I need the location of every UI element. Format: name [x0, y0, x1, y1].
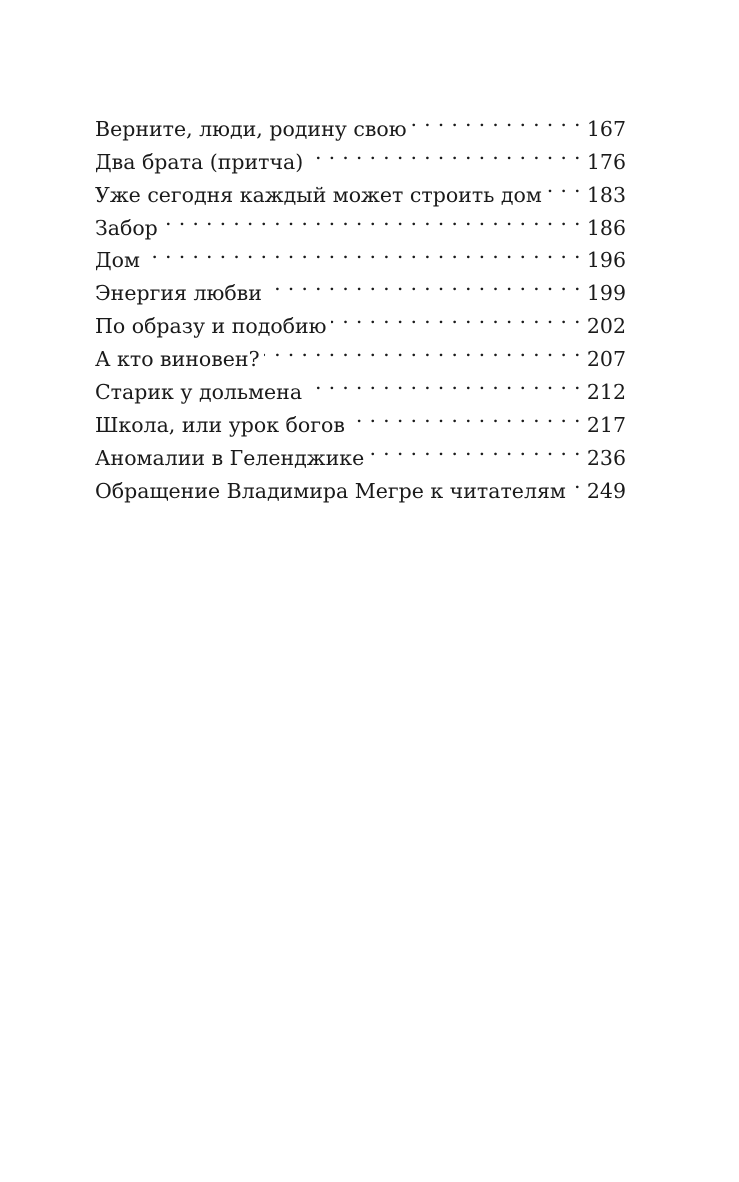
toc-dot-leader [368, 432, 581, 465]
toc-entry-title: Старик у дольмена [95, 380, 303, 405]
toc-page-number: 183 [586, 182, 626, 207]
toc-page-number: 167 [586, 116, 626, 141]
toc-dot-leader [144, 235, 581, 268]
toc-page-number: 212 [586, 380, 626, 405]
toc-page-number: 199 [586, 281, 626, 306]
toc-dot-leader [411, 103, 581, 136]
toc-page-number: 249 [586, 478, 626, 503]
toc-entry-title: Забор [95, 215, 158, 240]
toc-dot-leader [546, 169, 581, 202]
toc-page-number: 196 [586, 248, 626, 273]
toc-page-number: 217 [586, 412, 626, 437]
toc-entry[interactable] [95, 235, 626, 273]
toc-page-number: 202 [586, 314, 626, 339]
toc-entry-title: Дом [95, 248, 140, 273]
toc-dot-leader [266, 267, 581, 300]
toc-entry[interactable] [95, 267, 626, 306]
toc-page-number: 207 [586, 347, 626, 372]
toc-dot-leader [331, 300, 581, 333]
toc-dot-leader [306, 366, 581, 399]
toc-entry-title: Школа, или урок богов [95, 412, 345, 437]
toc-entry-title: Верните, люди, родину свою [95, 116, 407, 141]
toc-entry-title: А кто виновен? [95, 347, 260, 372]
toc-entry-title: Энергия любви [95, 281, 262, 306]
toc-page-number: 186 [586, 215, 626, 240]
toc-entry-title: Аномалии в Геленджике [95, 445, 365, 470]
toc-dot-leader [264, 333, 581, 366]
toc-page-number: 176 [586, 149, 626, 174]
toc-dot-leader [349, 399, 581, 432]
toc-entry[interactable] [95, 202, 626, 240]
toc-entry-title: Два брата (притча) [95, 149, 304, 174]
table-of-contents [95, 103, 626, 503]
toc-dot-leader [162, 202, 581, 235]
toc-dot-leader [307, 136, 581, 169]
toc-entry[interactable] [95, 103, 626, 141]
toc-entry-title: По образу и подобию [95, 314, 327, 339]
toc-page-number: 236 [586, 445, 626, 470]
toc-entry-title: Уже сегодня каждый может строить дом [95, 182, 542, 207]
toc-entry-title: Обращение Владимира Мегре к читателям [95, 478, 566, 503]
toc-dot-leader [570, 465, 581, 498]
